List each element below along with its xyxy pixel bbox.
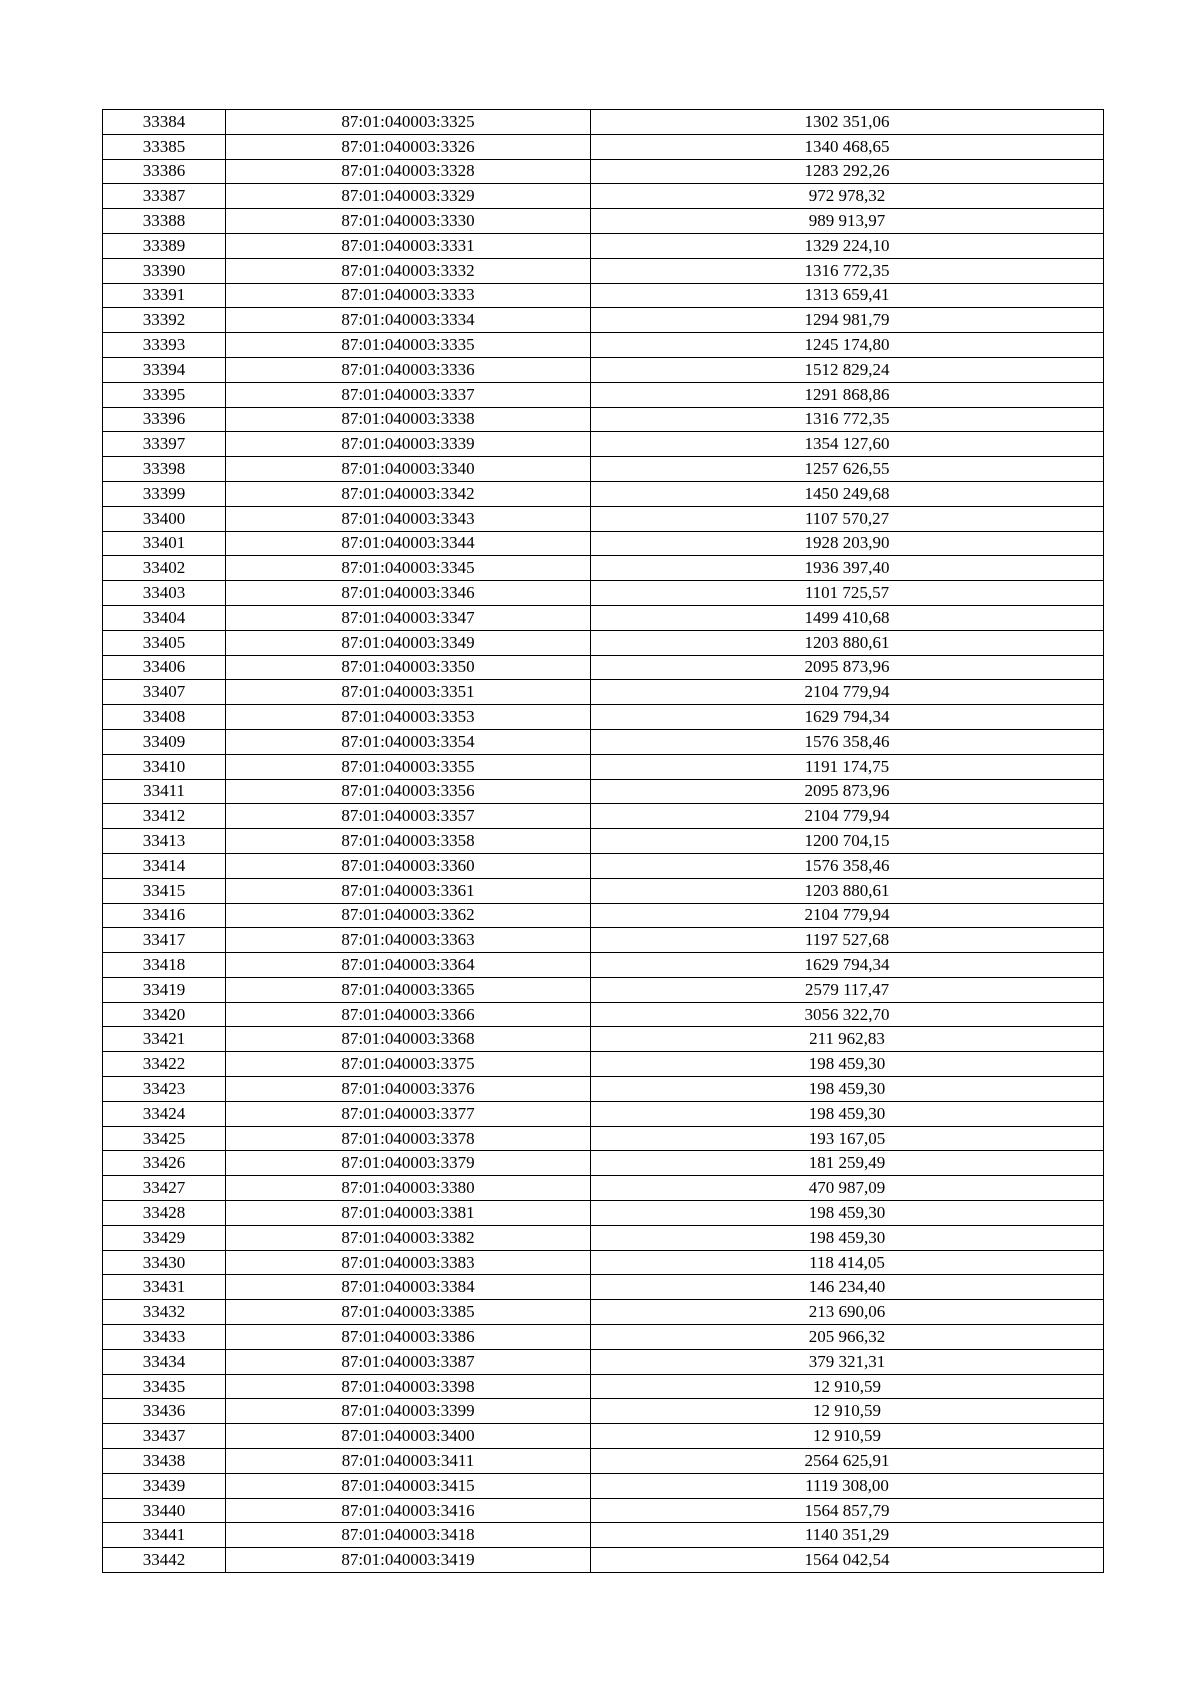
- cadastral-number-cell: 87:01:040003:3340: [226, 457, 591, 482]
- row-number-cell: 33388: [103, 209, 226, 234]
- cadastral-value-cell: 1936 397,40: [591, 556, 1104, 581]
- row-number-cell: 33397: [103, 432, 226, 457]
- row-number-cell: 33419: [103, 977, 226, 1002]
- table-row: [103, 1473, 1104, 1498]
- cadastral-number-cell: 87:01:040003:3398: [226, 1374, 591, 1399]
- table-row: [103, 1201, 1104, 1226]
- cadastral-value-cell: 1283 292,26: [591, 159, 1104, 184]
- table-row: [103, 754, 1104, 779]
- cadastral-value-cell: 972 978,32: [591, 184, 1104, 209]
- row-number-cell: 33435: [103, 1374, 226, 1399]
- cadastral-number-cell: 87:01:040003:3351: [226, 680, 591, 705]
- cadastral-value-cell: 181 259,49: [591, 1151, 1104, 1176]
- cadastral-value-table: [102, 109, 1104, 1573]
- cadastral-number-cell: 87:01:040003:3415: [226, 1473, 591, 1498]
- row-number-cell: 33411: [103, 779, 226, 804]
- row-number-cell: 33436: [103, 1399, 226, 1424]
- table-row: [103, 481, 1104, 506]
- row-number-cell: 33428: [103, 1201, 226, 1226]
- cadastral-value-cell: 2579 117,47: [591, 977, 1104, 1002]
- cadastral-number-cell: 87:01:040003:3325: [226, 110, 591, 135]
- table-row: [103, 853, 1104, 878]
- table-row: [103, 1374, 1104, 1399]
- cadastral-number-cell: 87:01:040003:3362: [226, 903, 591, 928]
- cadastral-number-cell: 87:01:040003:3330: [226, 209, 591, 234]
- cadastral-value-cell: 198 459,30: [591, 1201, 1104, 1226]
- table-row: [103, 1052, 1104, 1077]
- table-row: [103, 1151, 1104, 1176]
- row-number-cell: 33392: [103, 308, 226, 333]
- table-row: [103, 605, 1104, 630]
- cadastral-value-cell: 12 910,59: [591, 1424, 1104, 1449]
- cadastral-number-cell: 87:01:040003:3419: [226, 1548, 591, 1573]
- table-row: [103, 1250, 1104, 1275]
- table-row: [103, 1101, 1104, 1126]
- table-row: [103, 953, 1104, 978]
- cadastral-value-cell: 1316 772,35: [591, 258, 1104, 283]
- cadastral-number-cell: 87:01:040003:3379: [226, 1151, 591, 1176]
- cadastral-value-cell: 1203 880,61: [591, 878, 1104, 903]
- table-row: [103, 1548, 1104, 1573]
- row-number-cell: 33403: [103, 581, 226, 606]
- row-number-cell: 33394: [103, 357, 226, 382]
- cadastral-value-cell: 1107 570,27: [591, 506, 1104, 531]
- table-row: [103, 1176, 1104, 1201]
- cadastral-value-cell: 2095 873,96: [591, 779, 1104, 804]
- row-number-cell: 33415: [103, 878, 226, 903]
- row-number-cell: 33399: [103, 481, 226, 506]
- cadastral-value-cell: 1245 174,80: [591, 333, 1104, 358]
- cadastral-value-cell: 198 459,30: [591, 1225, 1104, 1250]
- cadastral-number-cell: 87:01:040003:3378: [226, 1126, 591, 1151]
- cadastral-value-cell: 1450 249,68: [591, 481, 1104, 506]
- cadastral-value-cell: 198 459,30: [591, 1101, 1104, 1126]
- cadastral-number-cell: 87:01:040003:3361: [226, 878, 591, 903]
- cadastral-number-cell: 87:01:040003:3355: [226, 754, 591, 779]
- row-number-cell: 33401: [103, 531, 226, 556]
- table-row: [103, 209, 1104, 234]
- cadastral-number-cell: 87:01:040003:3339: [226, 432, 591, 457]
- row-number-cell: 33426: [103, 1151, 226, 1176]
- table-row: [103, 1225, 1104, 1250]
- cadastral-number-cell: 87:01:040003:3387: [226, 1349, 591, 1374]
- row-number-cell: 33410: [103, 754, 226, 779]
- row-number-cell: 33421: [103, 1027, 226, 1052]
- cadastral-value-cell: 1203 880,61: [591, 630, 1104, 655]
- table-row: [103, 1399, 1104, 1424]
- row-number-cell: 33387: [103, 184, 226, 209]
- row-number-cell: 33414: [103, 853, 226, 878]
- cadastral-value-cell: 213 690,06: [591, 1300, 1104, 1325]
- table-row: [103, 1126, 1104, 1151]
- row-number-cell: 33429: [103, 1225, 226, 1250]
- cadastral-number-cell: 87:01:040003:3354: [226, 729, 591, 754]
- cadastral-number-cell: 87:01:040003:3347: [226, 605, 591, 630]
- table-row: [103, 1523, 1104, 1548]
- cadastral-number-cell: 87:01:040003:3328: [226, 159, 591, 184]
- table-row: [103, 1498, 1104, 1523]
- cadastral-value-cell: 989 913,97: [591, 209, 1104, 234]
- cadastral-value-cell: 1329 224,10: [591, 233, 1104, 258]
- cadastral-value-cell: 1564 857,79: [591, 1498, 1104, 1523]
- cadastral-number-cell: 87:01:040003:3376: [226, 1077, 591, 1102]
- row-number-cell: 33398: [103, 457, 226, 482]
- table-row: [103, 1275, 1104, 1300]
- table-row: [103, 258, 1104, 283]
- cadastral-number-cell: 87:01:040003:3344: [226, 531, 591, 556]
- row-number-cell: 33408: [103, 705, 226, 730]
- cadastral-value-cell: 1119 308,00: [591, 1473, 1104, 1498]
- row-number-cell: 33413: [103, 829, 226, 854]
- row-number-cell: 33423: [103, 1077, 226, 1102]
- cadastral-number-cell: 87:01:040003:3400: [226, 1424, 591, 1449]
- row-number-cell: 33396: [103, 407, 226, 432]
- cadastral-number-cell: 87:01:040003:3350: [226, 655, 591, 680]
- row-number-cell: 33406: [103, 655, 226, 680]
- cadastral-number-cell: 87:01:040003:3337: [226, 382, 591, 407]
- cadastral-value-cell: 1257 626,55: [591, 457, 1104, 482]
- cadastral-value-cell: 1499 410,68: [591, 605, 1104, 630]
- row-number-cell: 33384: [103, 110, 226, 135]
- table-row: [103, 432, 1104, 457]
- row-number-cell: 33402: [103, 556, 226, 581]
- row-number-cell: 33434: [103, 1349, 226, 1374]
- cadastral-number-cell: 87:01:040003:3364: [226, 953, 591, 978]
- row-number-cell: 33404: [103, 605, 226, 630]
- cadastral-value-cell: 205 966,32: [591, 1325, 1104, 1350]
- cadastral-number-cell: 87:01:040003:3411: [226, 1449, 591, 1474]
- table-row: [103, 804, 1104, 829]
- cadastral-number-cell: 87:01:040003:3343: [226, 506, 591, 531]
- table-row: [103, 457, 1104, 482]
- row-number-cell: 33416: [103, 903, 226, 928]
- table-row: [103, 1325, 1104, 1350]
- row-number-cell: 33417: [103, 928, 226, 953]
- table-row: [103, 1349, 1104, 1374]
- cadastral-number-cell: 87:01:040003:3368: [226, 1027, 591, 1052]
- cadastral-number-cell: 87:01:040003:3377: [226, 1101, 591, 1126]
- table-row: [103, 1424, 1104, 1449]
- cadastral-number-cell: 87:01:040003:3363: [226, 928, 591, 953]
- cadastral-value-cell: 1302 351,06: [591, 110, 1104, 135]
- cadastral-value-cell: 1629 794,34: [591, 705, 1104, 730]
- row-number-cell: 33391: [103, 283, 226, 308]
- cadastral-number-cell: 87:01:040003:3384: [226, 1275, 591, 1300]
- table-row: [103, 233, 1104, 258]
- row-number-cell: 33425: [103, 1126, 226, 1151]
- cadastral-value-cell: 1564 042,54: [591, 1548, 1104, 1573]
- row-number-cell: 33386: [103, 159, 226, 184]
- cadastral-number-cell: 87:01:040003:3342: [226, 481, 591, 506]
- table-row: [103, 1002, 1104, 1027]
- cadastral-number-cell: 87:01:040003:3357: [226, 804, 591, 829]
- row-number-cell: 33433: [103, 1325, 226, 1350]
- cadastral-value-cell: 2564 625,91: [591, 1449, 1104, 1474]
- row-number-cell: 33424: [103, 1101, 226, 1126]
- table-row: [103, 110, 1104, 135]
- cadastral-number-cell: 87:01:040003:3416: [226, 1498, 591, 1523]
- cadastral-value-cell: 1101 725,57: [591, 581, 1104, 606]
- row-number-cell: 33441: [103, 1523, 226, 1548]
- row-number-cell: 33420: [103, 1002, 226, 1027]
- table-row: [103, 928, 1104, 953]
- cadastral-number-cell: 87:01:040003:3331: [226, 233, 591, 258]
- table-row: [103, 184, 1104, 209]
- row-number-cell: 33422: [103, 1052, 226, 1077]
- cadastral-value-cell: 1576 358,46: [591, 853, 1104, 878]
- cadastral-number-cell: 87:01:040003:3375: [226, 1052, 591, 1077]
- cadastral-number-cell: 87:01:040003:3333: [226, 283, 591, 308]
- row-number-cell: 33407: [103, 680, 226, 705]
- cadastral-value-cell: 198 459,30: [591, 1077, 1104, 1102]
- cadastral-value-cell: 1197 527,68: [591, 928, 1104, 953]
- cadastral-number-cell: 87:01:040003:3383: [226, 1250, 591, 1275]
- cadastral-value-cell: 12 910,59: [591, 1399, 1104, 1424]
- cadastral-value-cell: 211 962,83: [591, 1027, 1104, 1052]
- cadastral-number-cell: 87:01:040003:3380: [226, 1176, 591, 1201]
- cadastral-number-cell: 87:01:040003:3346: [226, 581, 591, 606]
- cadastral-number-cell: 87:01:040003:3365: [226, 977, 591, 1002]
- table-row: [103, 1077, 1104, 1102]
- table-row: [103, 407, 1104, 432]
- table-row: [103, 878, 1104, 903]
- row-number-cell: 33409: [103, 729, 226, 754]
- cadastral-value-cell: 1291 868,86: [591, 382, 1104, 407]
- table-row: [103, 556, 1104, 581]
- row-number-cell: 33412: [103, 804, 226, 829]
- cadastral-value-cell: 3056 322,70: [591, 1002, 1104, 1027]
- cadastral-value-cell: 2104 779,94: [591, 903, 1104, 928]
- row-number-cell: 33430: [103, 1250, 226, 1275]
- table-row: [103, 382, 1104, 407]
- cadastral-value-cell: 146 234,40: [591, 1275, 1104, 1300]
- table-row: [103, 680, 1104, 705]
- cadastral-value-cell: 118 414,05: [591, 1250, 1104, 1275]
- table-row: [103, 159, 1104, 184]
- row-number-cell: 33442: [103, 1548, 226, 1573]
- cadastral-number-cell: 87:01:040003:3338: [226, 407, 591, 432]
- cadastral-number-cell: 87:01:040003:3382: [226, 1225, 591, 1250]
- table-row: [103, 779, 1104, 804]
- cadastral-number-cell: 87:01:040003:3399: [226, 1399, 591, 1424]
- cadastral-value-cell: 12 910,59: [591, 1374, 1104, 1399]
- row-number-cell: 33418: [103, 953, 226, 978]
- row-number-cell: 33393: [103, 333, 226, 358]
- cadastral-number-cell: 87:01:040003:3360: [226, 853, 591, 878]
- cadastral-value-cell: 1313 659,41: [591, 283, 1104, 308]
- cadastral-number-cell: 87:01:040003:3381: [226, 1201, 591, 1226]
- cadastral-value-cell: 2104 779,94: [591, 680, 1104, 705]
- cadastral-number-cell: 87:01:040003:3366: [226, 1002, 591, 1027]
- cadastral-number-cell: 87:01:040003:3349: [226, 630, 591, 655]
- table-row: [103, 705, 1104, 730]
- cadastral-number-cell: 87:01:040003:3334: [226, 308, 591, 333]
- cadastral-value-cell: 1140 351,29: [591, 1523, 1104, 1548]
- cadastral-number-cell: 87:01:040003:3386: [226, 1325, 591, 1350]
- cadastral-value-cell: 1316 772,35: [591, 407, 1104, 432]
- table-row: [103, 829, 1104, 854]
- row-number-cell: 33439: [103, 1473, 226, 1498]
- row-number-cell: 33400: [103, 506, 226, 531]
- cadastral-number-cell: 87:01:040003:3353: [226, 705, 591, 730]
- row-number-cell: 33395: [103, 382, 226, 407]
- table-row: [103, 655, 1104, 680]
- row-number-cell: 33405: [103, 630, 226, 655]
- table-row: [103, 333, 1104, 358]
- table-row: [103, 506, 1104, 531]
- cadastral-value-cell: 1191 174,75: [591, 754, 1104, 779]
- cadastral-value-cell: 1928 203,90: [591, 531, 1104, 556]
- cadastral-value-cell: 1200 704,15: [591, 829, 1104, 854]
- cadastral-value-cell: 1576 358,46: [591, 729, 1104, 754]
- cadastral-value-cell: 1629 794,34: [591, 953, 1104, 978]
- row-number-cell: 33390: [103, 258, 226, 283]
- cadastral-number-cell: 87:01:040003:3326: [226, 134, 591, 159]
- row-number-cell: 33389: [103, 233, 226, 258]
- cadastral-value-cell: 193 167,05: [591, 1126, 1104, 1151]
- row-number-cell: 33431: [103, 1275, 226, 1300]
- cadastral-value-cell: 1340 468,65: [591, 134, 1104, 159]
- cadastral-value-cell: 470 987,09: [591, 1176, 1104, 1201]
- table-row: [103, 903, 1104, 928]
- cadastral-number-cell: 87:01:040003:3385: [226, 1300, 591, 1325]
- cadastral-value-cell: 1354 127,60: [591, 432, 1104, 457]
- table-row: [103, 531, 1104, 556]
- row-number-cell: 33432: [103, 1300, 226, 1325]
- cadastral-number-cell: 87:01:040003:3329: [226, 184, 591, 209]
- table-row: [103, 729, 1104, 754]
- row-number-cell: 33427: [103, 1176, 226, 1201]
- cadastral-value-cell: 1512 829,24: [591, 357, 1104, 382]
- table-row: [103, 1027, 1104, 1052]
- table-row: [103, 630, 1104, 655]
- row-number-cell: 33437: [103, 1424, 226, 1449]
- row-number-cell: 33440: [103, 1498, 226, 1523]
- cadastral-number-cell: 87:01:040003:3332: [226, 258, 591, 283]
- row-number-cell: 33438: [103, 1449, 226, 1474]
- table-row: [103, 308, 1104, 333]
- cadastral-number-cell: 87:01:040003:3358: [226, 829, 591, 854]
- table-row: [103, 1300, 1104, 1325]
- table-row: [103, 357, 1104, 382]
- row-number-cell: 33385: [103, 134, 226, 159]
- cadastral-value-cell: 2095 873,96: [591, 655, 1104, 680]
- cadastral-number-cell: 87:01:040003:3345: [226, 556, 591, 581]
- table-row: [103, 134, 1104, 159]
- table-row: [103, 977, 1104, 1002]
- cadastral-number-cell: 87:01:040003:3335: [226, 333, 591, 358]
- cadastral-number-cell: 87:01:040003:3356: [226, 779, 591, 804]
- cadastral-value-cell: 198 459,30: [591, 1052, 1104, 1077]
- table-row: [103, 1449, 1104, 1474]
- cadastral-number-cell: 87:01:040003:3336: [226, 357, 591, 382]
- table-row: [103, 581, 1104, 606]
- table-row: [103, 283, 1104, 308]
- cadastral-number-cell: 87:01:040003:3418: [226, 1523, 591, 1548]
- cadastral-value-cell: 2104 779,94: [591, 804, 1104, 829]
- table-body: [103, 110, 1104, 1573]
- cadastral-value-cell: 1294 981,79: [591, 308, 1104, 333]
- cadastral-value-cell: 379 321,31: [591, 1349, 1104, 1374]
